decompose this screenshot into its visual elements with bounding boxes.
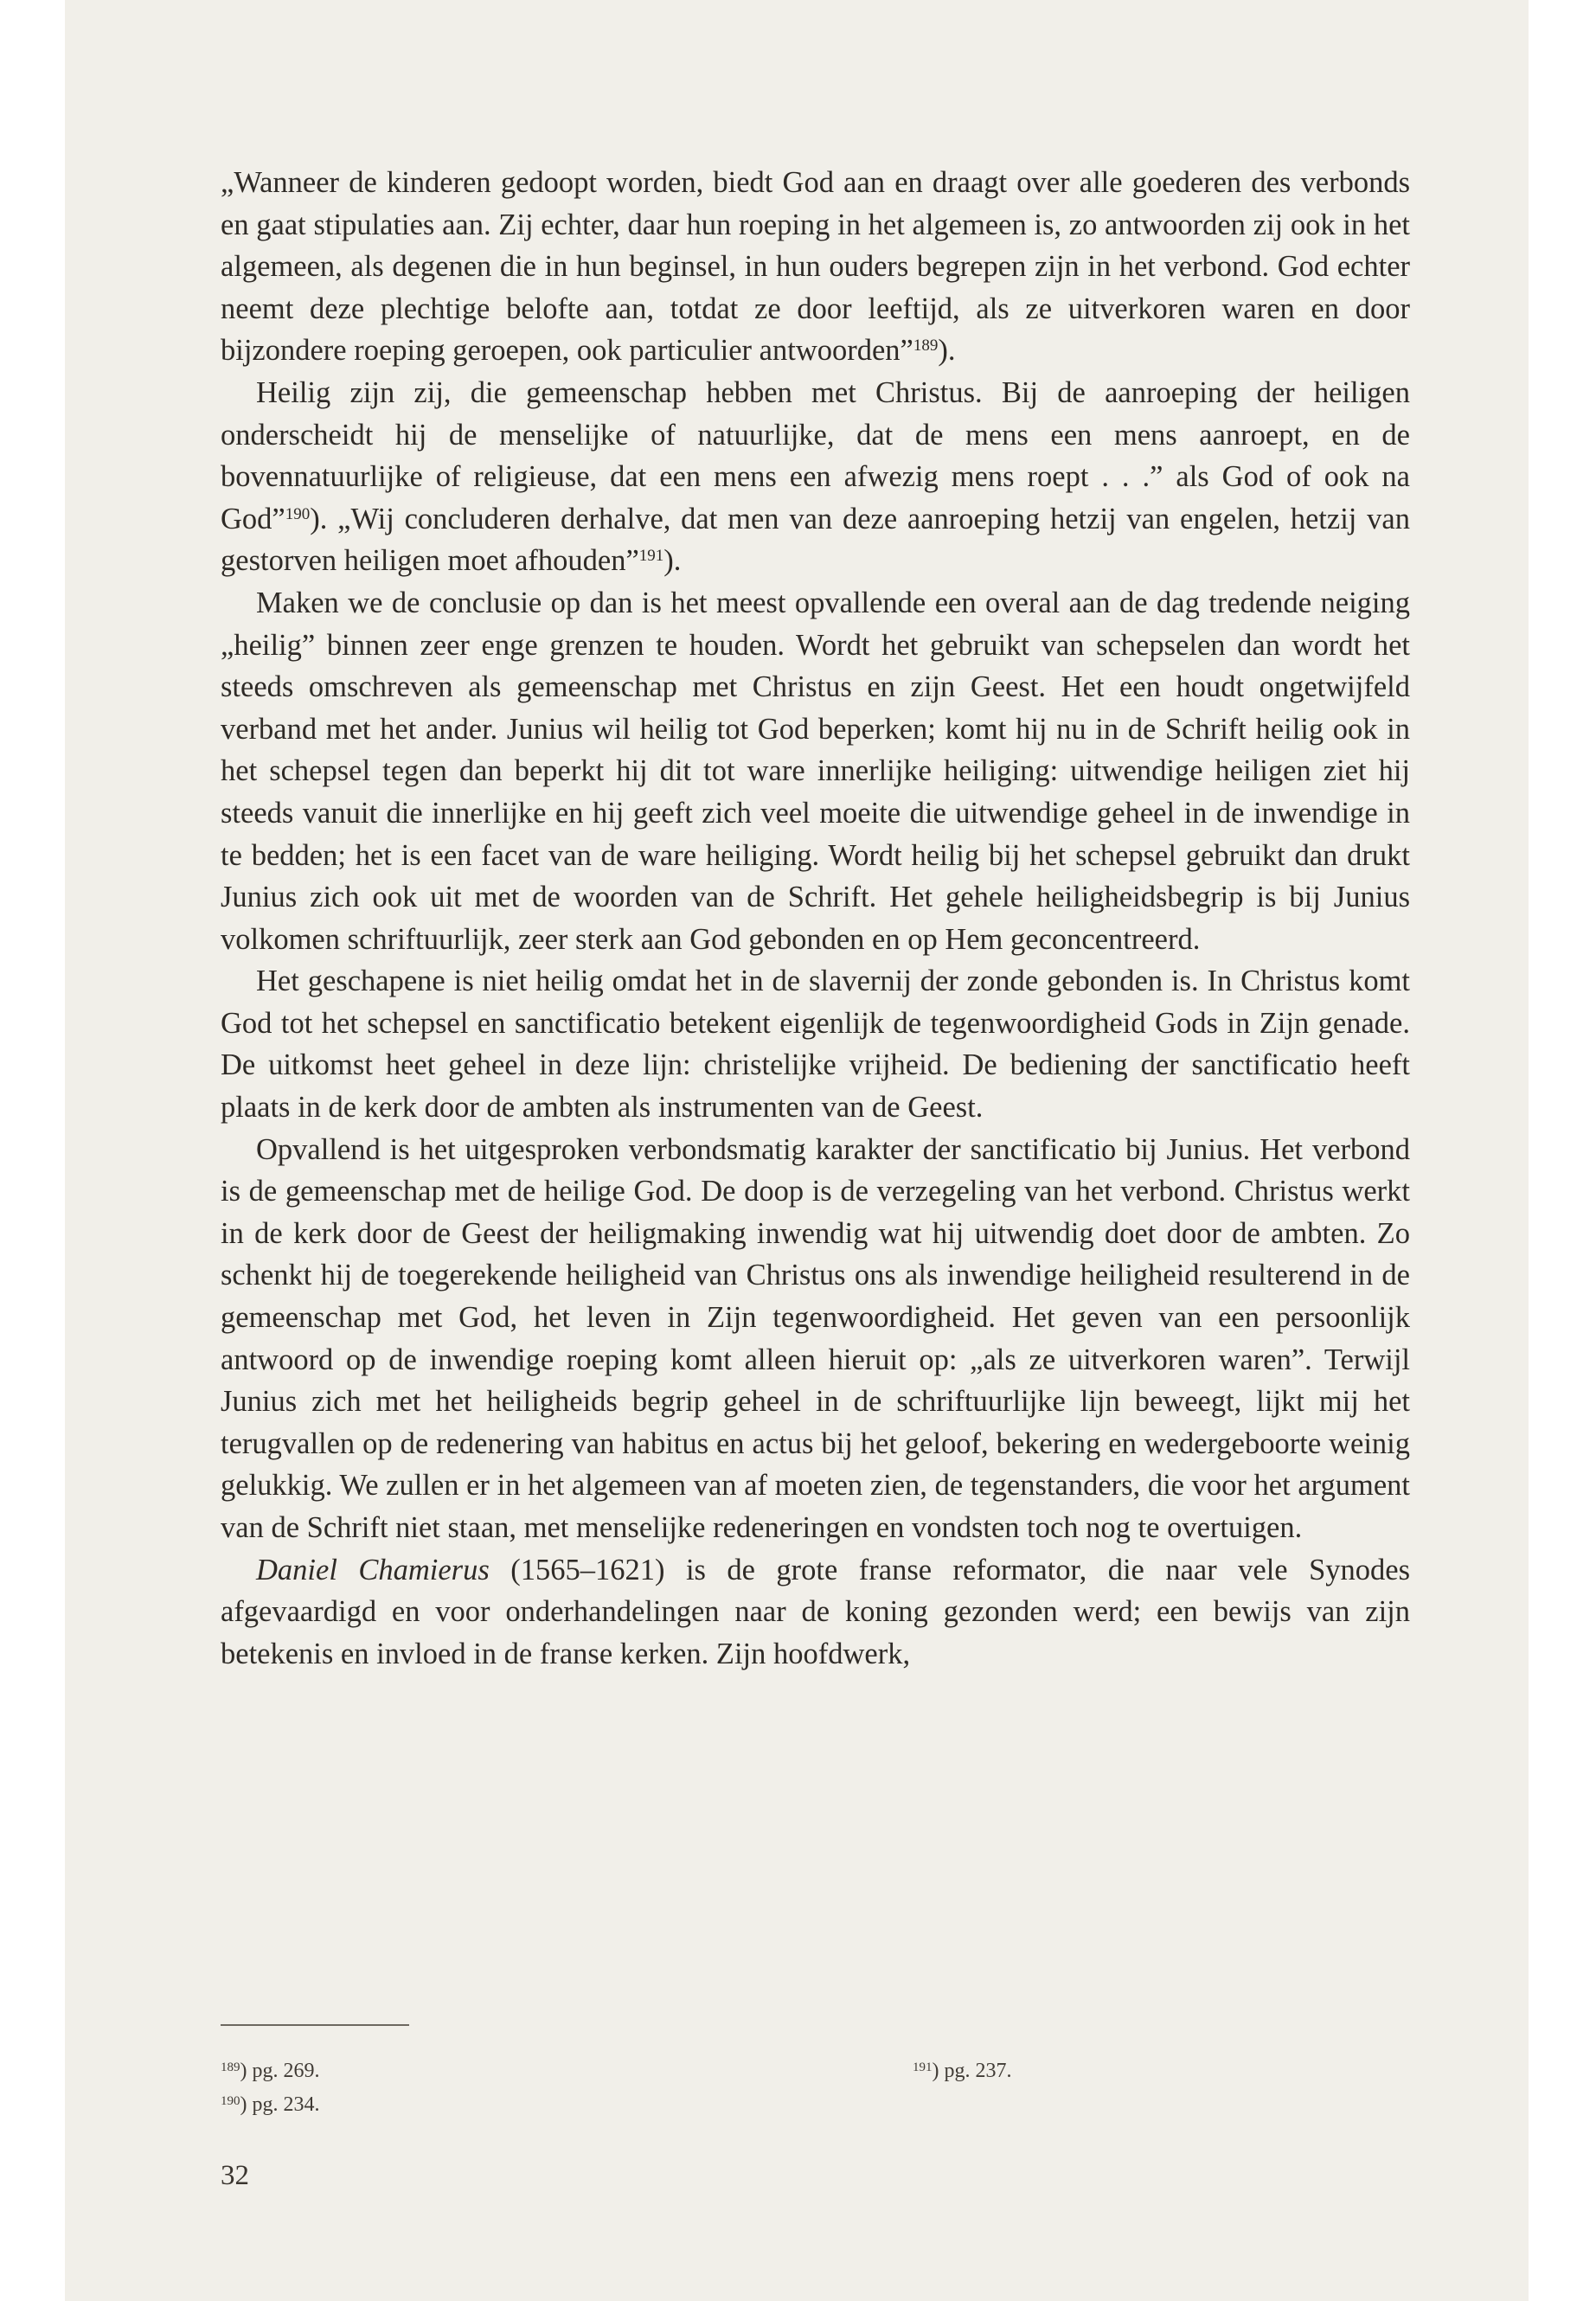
footnote-text: ) pg. 237. bbox=[932, 2060, 1012, 2082]
footnote bbox=[221, 2054, 320, 2088]
paragraph bbox=[221, 582, 1410, 960]
text-run: ). bbox=[663, 544, 682, 578]
footnote bbox=[221, 2088, 320, 2122]
footnote-reference: 191 bbox=[638, 547, 664, 566]
footnotes-left-column bbox=[221, 2054, 320, 2122]
footnote-divider bbox=[221, 2024, 409, 2026]
text-run: Het geschapene is niet heilig omdat het in de slavernij der zonde gebonden is. In Christus komt God tot het schepsel en sanctificatio betekent eigenlijk de tegenwoordigheid Gods in Zijn genade. De uitkomst heet geheel in deze lijn: christelijke vrijheid. De bediening der sanctificatio heeft plaats in de kerk door de ambten als instrumenten van de Geest. bbox=[221, 965, 1410, 1125]
footnotes-right-column bbox=[913, 2054, 1012, 2088]
text-run: ). „Wij concluderen derhalve, dat men van deze aanroeping hetzij van engelen, hetzij van gestorven heiligen moet afhouden” bbox=[221, 502, 1410, 578]
text-run: Opvallend is het uitgesproken verbondsmatig karakter der sanctificatio bij Junius. Het verbond is de gemeenschap met de heilige God. De doop is de verzegeling van het verbond. Christus werkt in de kerk door de Geest der heiligmaking inwendig wat hij uitwendig doet door de ambten. Zo schenkt hij de toegerekende heiligheid van Christus ons als inwendige heiligheid resulterend in de gemeenschap met God, het leven in Zijn tegenwoordigheid. Het geven van een persoonlijk antwoord op de inwendige roeping komt alleen hieruit op: „als ze uitverkoren waren”. Terwijl Junius zich met het heiligheids begrip geheel in de schriftuurlijke lijn beweegt, lijkt mij het terugvallen op de redenering van habitus en actus bij het geloof, bekering en wedergeboorte weinig gelukkig. We zullen er in het algemeen van af moeten zien, de tegenstanders, die voor het argument van de Schrift niet staan, met menselijke redeneringen en vondsten toch nog te overtuigen. bbox=[221, 1132, 1410, 1544]
paragraph bbox=[221, 960, 1410, 1128]
footnote-text: ) pg. 234. bbox=[240, 2093, 320, 2116]
text-run: ). bbox=[938, 334, 956, 368]
text-run: (1565–1621) is de grote franse reformator, die naar vele Synodes afgevaardigd en voor onderhandelingen naar de koning gezonden werd; een bewijs van zijn betekenis en invloed in de franse kerken. Zijn hoofdwerk, bbox=[221, 1553, 1410, 1670]
body-text bbox=[221, 162, 1410, 1675]
footnote-reference: 189 bbox=[913, 336, 939, 356]
footnote-number: 191 bbox=[913, 2061, 933, 2074]
author-name: Daniel Chamierus bbox=[256, 1553, 490, 1586]
page-number: 32 bbox=[221, 2160, 249, 2191]
paragraph bbox=[221, 162, 1410, 372]
text-run: Maken we de conclusie op dan is het meest opvallende een overal aan de dag tredende neiging „heilig” binnen zeer enge grenzen te houden. Wordt het gebruikt van schepselen dan wordt het steeds omschreven als gemeenschap met Christus en zijn Geest. Het een houdt ongetwijfeld verband met het ander. Junius wil heilig tot God beperken; komt hij nu in de Schrift heilig ook in het schepsel tegen dan beperkt hij dit tot ware innerlijke heiliging: uitwendige heiligen ziet hij steeds vanuit die innerlijke en hij geeft zich veel moeite die uitwendige geheel in de inwendige in te bedden; het is een facet van de ware heiliging. Wordt heilig bij het schepsel gebruikt dan drukt Junius zich ook uit met de woorden van de Schrift. Het gehele heiligheidsbegrip is bij Junius volkomen schriftuurlijk, zeer sterk aan God gebonden en op Hem geconcentreerd. bbox=[221, 586, 1410, 956]
footnote-reference: 190 bbox=[285, 504, 311, 523]
footnote-number: 189 bbox=[221, 2061, 240, 2074]
footnote-number: 190 bbox=[221, 2094, 240, 2108]
footnote bbox=[913, 2054, 1012, 2088]
paragraph bbox=[221, 372, 1410, 582]
paragraph bbox=[221, 1549, 1410, 1676]
text-run: Heilig zijn zij, die gemeenschap hebben met Christus. Bij de aanroeping der heiligen onderscheidt hij de menselijke of natuurlijke, dat de mens een mens aanroept, en de bovennatuurlijke of religieuse, dat een mens een afwezig mens roept . . .” als God of ook na God” bbox=[221, 375, 1410, 535]
paragraph bbox=[221, 1129, 1410, 1549]
footnote-text: ) pg. 269. bbox=[240, 2060, 320, 2082]
text-run: „Wanneer de kinderen gedoopt worden, biedt God aan en draagt over alle goederen des verbonds en gaat stipulaties aan. Zij echter, daar hun roeping in het algemeen is, zo antwoorden zij ook in het algemeen, als degenen die in hun beginsel, in hun ouders begrepen zijn in het verbond. God echter neemt deze plechtige belofte aan, totdat ze door leeftijd, als ze uitverkoren waren en door bijzondere roeping geroepen, ook particulier antwoorden” bbox=[221, 166, 1410, 368]
